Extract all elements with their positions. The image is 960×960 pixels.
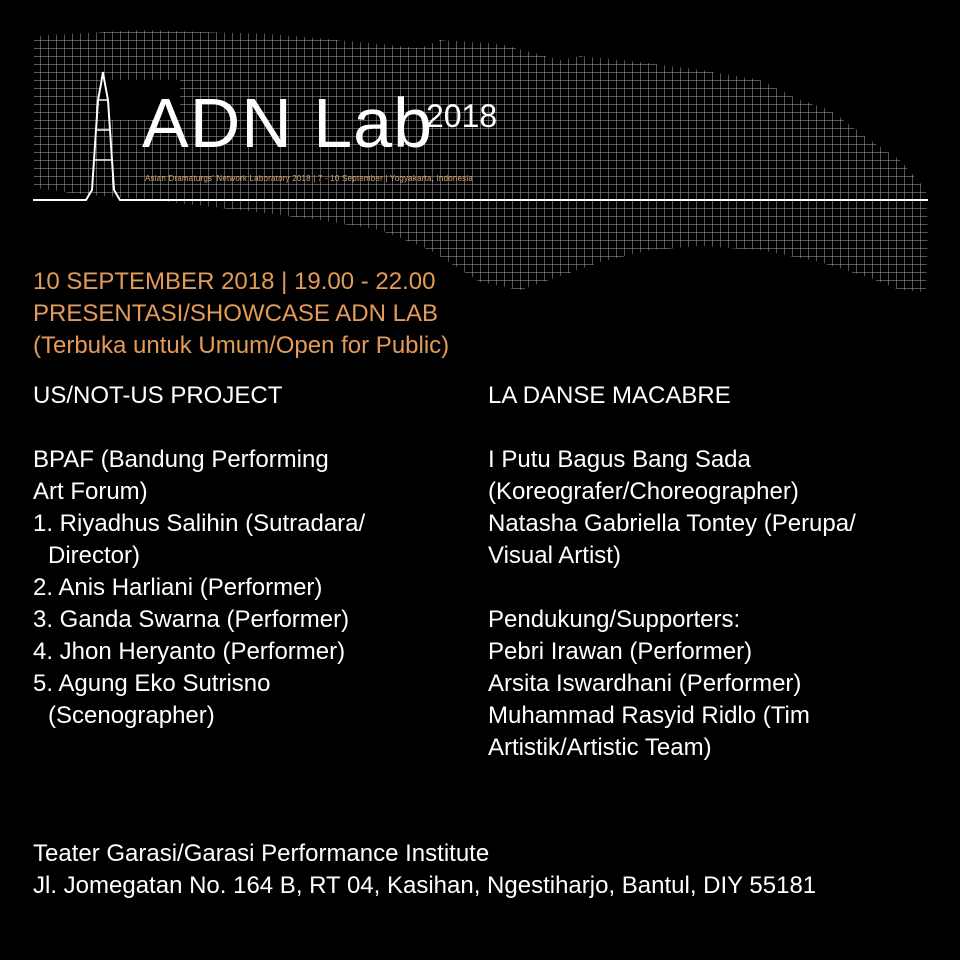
spacer bbox=[488, 572, 938, 604]
project-heading-right: LA DANSE MACABRE bbox=[488, 382, 731, 409]
right-column bbox=[488, 380, 938, 764]
credit-line: Natasha Gabriella Tontey (Perupa/ bbox=[488, 510, 856, 537]
member-item bbox=[33, 604, 443, 636]
member-item bbox=[33, 636, 443, 668]
credit-line: Arsita Iswardhani (Performer) bbox=[488, 670, 802, 697]
member-line: 3. Ganda Swarna (Performer) bbox=[33, 606, 350, 633]
logo-title: ADN Lab bbox=[142, 84, 434, 162]
left-column bbox=[33, 380, 443, 732]
member-line: 4. Jhon Heryanto (Performer) bbox=[33, 638, 346, 665]
venue-footer bbox=[33, 838, 816, 902]
member-line: (Scenographer) bbox=[48, 702, 215, 729]
member-line: 5. Agung Eko Sutrisno bbox=[33, 670, 271, 697]
credit-line: Pebri Irawan (Performer) bbox=[488, 638, 753, 665]
member-item bbox=[33, 668, 443, 732]
event-date-time: 10 SEPTEMBER 2018 | 19.00 - 22.00 bbox=[33, 268, 436, 295]
credit-line: Visual Artist) bbox=[488, 542, 621, 569]
project-heading-left: US/NOT-US PROJECT bbox=[33, 382, 283, 409]
member-item bbox=[33, 572, 443, 604]
event-info bbox=[33, 266, 449, 362]
credit-line: Artistik/Artistic Team) bbox=[488, 734, 712, 761]
member-line: Director) bbox=[48, 542, 141, 569]
venue-address: Jl. Jomegatan No. 164 B, RT 04, Kasihan, Ngestiharjo, Bantul, DIY 55181 bbox=[33, 872, 817, 899]
credit-line: I Putu Bagus Bang Sada bbox=[488, 446, 751, 473]
credit-line: Muhammad Rasyid Ridlo (Tim bbox=[488, 702, 810, 729]
event-note: (Terbuka untuk Umum/Open for Public) bbox=[33, 332, 450, 359]
event-title: PRESENTASI/SHOWCASE ADN LAB bbox=[33, 300, 438, 327]
member-item bbox=[33, 508, 443, 572]
logo-tagline: Asian Dramaturgs' Network Laboratory 2018 | 7 - 10 September | Yogyakarta, Indonesia bbox=[145, 174, 473, 183]
logo-year: 2018 bbox=[426, 98, 498, 134]
supporters-heading: Pendukung/Supporters: bbox=[488, 606, 741, 633]
group-name-line2: Art Forum) bbox=[33, 478, 148, 505]
member-line: 1. Riyadhus Salihin (Sutradara/ bbox=[33, 510, 366, 537]
group-name-line1: BPAF (Bandung Performing bbox=[33, 446, 329, 473]
credit-line: (Koreografer/Choreographer) bbox=[488, 478, 799, 505]
venue-name: Teater Garasi/Garasi Performance Institute bbox=[33, 840, 490, 867]
member-line: 2. Anis Harliani (Performer) bbox=[33, 574, 323, 601]
